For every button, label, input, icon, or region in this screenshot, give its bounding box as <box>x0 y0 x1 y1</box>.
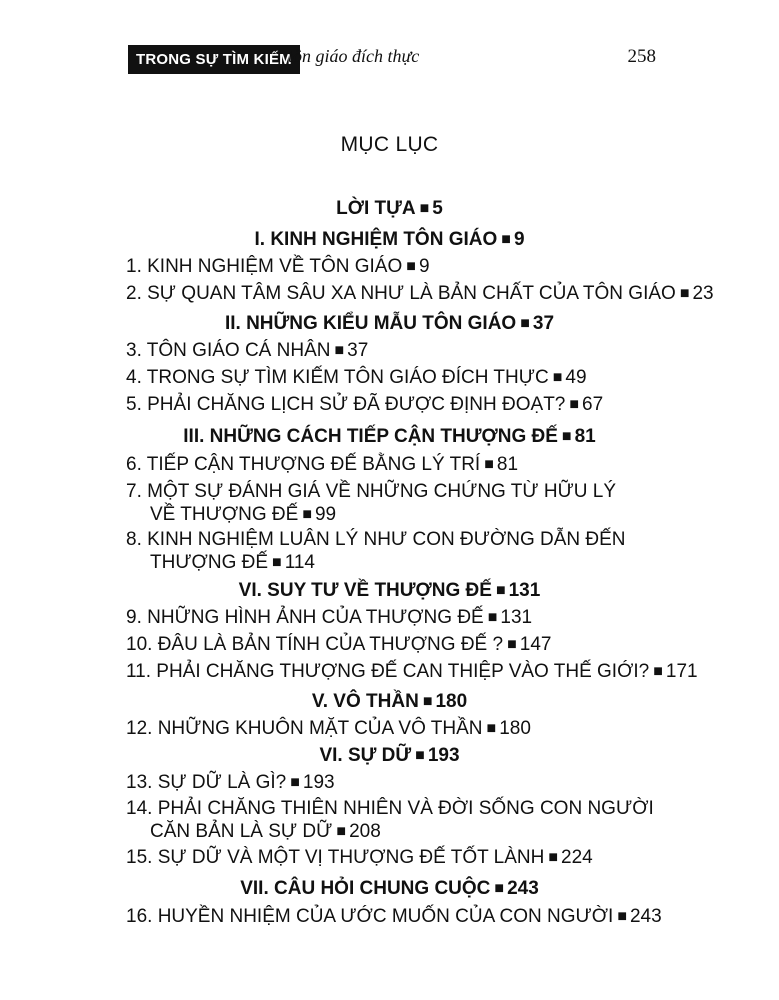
square-bullet-icon: ■ <box>548 849 558 866</box>
toc-entry-text: 16. HUYỀN NHIỆM CỦA ƯỚC MUỐN CỦA CON NGƯỜI <box>126 906 614 927</box>
toc-entry-page: 37 <box>532 313 555 334</box>
square-bullet-icon: ■ <box>495 582 506 599</box>
toc-entry-text: 11. PHẢI CHĂNG THƯỢNG ĐẾ CAN THIỆP VÀO THẾ GIỚI? <box>126 661 650 682</box>
square-bullet-icon: ■ <box>272 554 282 571</box>
square-bullet-icon: ■ <box>487 609 498 626</box>
toc-entry-continuation <box>150 820 381 845</box>
header-tag: TRONG SỰ TÌM KIẾM <box>128 45 300 74</box>
toc-section <box>0 228 779 253</box>
square-bullet-icon: ■ <box>422 693 433 710</box>
square-bullet-icon: ■ <box>406 258 416 275</box>
square-bullet-icon: ■ <box>561 428 572 445</box>
square-bullet-icon: ■ <box>494 880 505 897</box>
toc-entry-text: VII. CÂU HỎI CHUNG CUỘC <box>240 878 491 899</box>
toc-entry <box>126 633 551 658</box>
toc-entry-page: 5 <box>432 198 443 219</box>
toc-section <box>0 425 779 450</box>
toc-entry <box>126 255 430 280</box>
toc-entry-text: 15. SỰ DỮ VÀ MỘT VỊ THƯỢNG ĐẾ TỐT LÀNH <box>126 847 545 868</box>
toc-entry-text: 6. TIẾP CẬN THƯỢNG ĐẾ BẰNG LÝ TRÍ <box>126 454 481 475</box>
toc-entry <box>126 480 616 504</box>
toc-entry <box>126 717 531 742</box>
toc-section <box>0 312 779 337</box>
toc-entry-text: CĂN BẢN LÀ SỰ DỮ <box>150 821 333 842</box>
toc-entry-text: II. NHỮNG KIỂU MẪU TÔN GIÁO <box>224 313 517 334</box>
square-bullet-icon: ■ <box>520 315 530 332</box>
toc-entry-text: 1. KINH NGHIỆM VỀ TÔN GIÁO <box>126 256 403 277</box>
toc-entry-text: 7. MỘT SỰ ĐÁNH GIÁ VỀ NHỮNG CHỨNG TỪ HỮU LÝ <box>126 481 617 502</box>
toc-entry <box>126 846 593 871</box>
header-subtitle: tôn giáo đích thực <box>288 46 420 66</box>
page-number: 258 <box>627 46 656 67</box>
square-bullet-icon: ■ <box>617 908 627 925</box>
toc-entry-page: 224 <box>561 847 593 868</box>
toc-entry-text: VI. SỰ DỮ <box>319 745 412 766</box>
square-bullet-icon: ■ <box>552 369 563 386</box>
toc-entry <box>126 393 603 418</box>
square-bullet-icon: ■ <box>334 342 345 359</box>
toc-entry-page: 243 <box>629 906 662 927</box>
square-bullet-icon: ■ <box>302 506 312 523</box>
toc-entry-text: I. KINH NGHIỆM TÔN GIÁO <box>254 229 498 250</box>
toc-entry-continuation <box>150 503 336 528</box>
toc-entry-page: 180 <box>435 691 468 712</box>
toc-entry <box>126 606 532 631</box>
toc-title: MỤC LỤC <box>340 133 439 156</box>
toc-entry-text: III. NHỮNG CÁCH TIẾP CẬN THƯỢNG ĐẾ <box>183 426 558 447</box>
square-bullet-icon: ■ <box>486 720 497 737</box>
toc-entry-page: 131 <box>500 607 533 628</box>
toc-entry-text: VỀ THƯỢNG ĐẾ <box>150 504 299 525</box>
toc-section <box>0 197 779 222</box>
toc-entry-text: 14. PHẢI CHĂNG THIÊN NHIÊN VÀ ĐỜI SỐNG CON NGƯỜI <box>126 798 654 819</box>
square-bullet-icon: ■ <box>419 200 430 217</box>
toc-entry-page: 243 <box>507 878 539 899</box>
toc-entry <box>126 797 654 821</box>
toc-entry-page: 193 <box>302 772 335 793</box>
toc-entry-page: 193 <box>427 745 460 766</box>
toc-entry-text: V. VÔ THẦN <box>311 691 419 712</box>
square-bullet-icon: ■ <box>336 823 347 840</box>
toc-entry-page: 81 <box>496 454 519 475</box>
toc-entry <box>126 282 714 307</box>
toc-entry-text: 8. KINH NGHIỆM LUÂN LÝ NHƯ CON ĐƯỜNG DẪN ĐẾN <box>126 529 626 550</box>
square-bullet-icon: ■ <box>653 663 663 680</box>
square-bullet-icon: ■ <box>415 747 425 764</box>
toc-entry-page: 208 <box>349 821 381 842</box>
toc-entry-text: 9. NHỮNG HÌNH ẢNH CỦA THƯỢNG ĐẾ <box>126 607 484 628</box>
toc-entry-text: THƯỢNG ĐẾ <box>150 552 269 573</box>
toc-entry-text: VI. SUY TƯ VỀ THƯỢNG ĐẾ <box>238 580 492 601</box>
toc-section <box>0 877 779 902</box>
square-bullet-icon: ■ <box>501 231 511 248</box>
toc-section <box>0 744 779 769</box>
square-bullet-icon: ■ <box>484 456 494 473</box>
toc-entry-text: LỜI TỰA <box>336 198 416 219</box>
toc-entry-text: 3. TÔN GIÁO CÁ NHÂN <box>126 340 331 361</box>
toc-entry-page: 9 <box>418 256 430 277</box>
toc-section <box>0 579 779 604</box>
toc-entry <box>126 366 587 391</box>
toc-entry-text: 13. SỰ DỮ LÀ GÌ? <box>126 772 287 793</box>
toc-entry-page: 9 <box>513 229 525 250</box>
toc-entry-page: 147 <box>519 634 552 655</box>
toc-entry-text: 5. PHẢI CHĂNG LỊCH SỬ ĐÃ ĐƯỢC ĐỊNH ĐOẠT? <box>126 394 566 415</box>
toc-entry <box>126 528 626 552</box>
toc-entry-page: 23 <box>692 283 714 304</box>
toc-entry-page: 99 <box>314 504 337 525</box>
toc-entry-page: 180 <box>499 718 531 739</box>
toc-entry-page: 49 <box>565 367 587 388</box>
toc-entry-text: 2. SỰ QUAN TÂM SÂU XA NHƯ LÀ BẢN CHẤT CỦA TÔN GIÁO <box>126 283 676 304</box>
toc-entry-page: 114 <box>284 552 315 573</box>
toc-entry-page: 37 <box>347 340 369 361</box>
toc-entry-page: 81 <box>574 426 596 447</box>
toc-entry <box>126 771 335 796</box>
toc-entry-page: 131 <box>508 580 541 601</box>
toc-entry-text: 4. TRONG SỰ TÌM KIẾM TÔN GIÁO ĐÍCH THỰC <box>126 367 549 388</box>
toc-entry <box>126 339 368 364</box>
toc-entry <box>126 453 518 478</box>
toc-entry <box>126 660 698 685</box>
square-bullet-icon: ■ <box>507 636 517 653</box>
toc-entry <box>126 905 662 930</box>
toc-entry-page: 67 <box>582 394 604 415</box>
square-bullet-icon: ■ <box>679 285 690 302</box>
toc-section <box>0 690 779 715</box>
toc-entry-text: 10. ĐÂU LÀ BẢN TÍNH CỦA THƯỢNG ĐẾ ? <box>126 634 504 655</box>
toc-entry-page: 171 <box>665 661 698 682</box>
toc-entry-text: 12. NHỮNG KHUÔN MẶT CỦA VÔ THẦN <box>126 718 483 739</box>
toc-entry-continuation <box>150 551 315 576</box>
square-bullet-icon: ■ <box>290 774 300 791</box>
square-bullet-icon: ■ <box>569 396 580 413</box>
